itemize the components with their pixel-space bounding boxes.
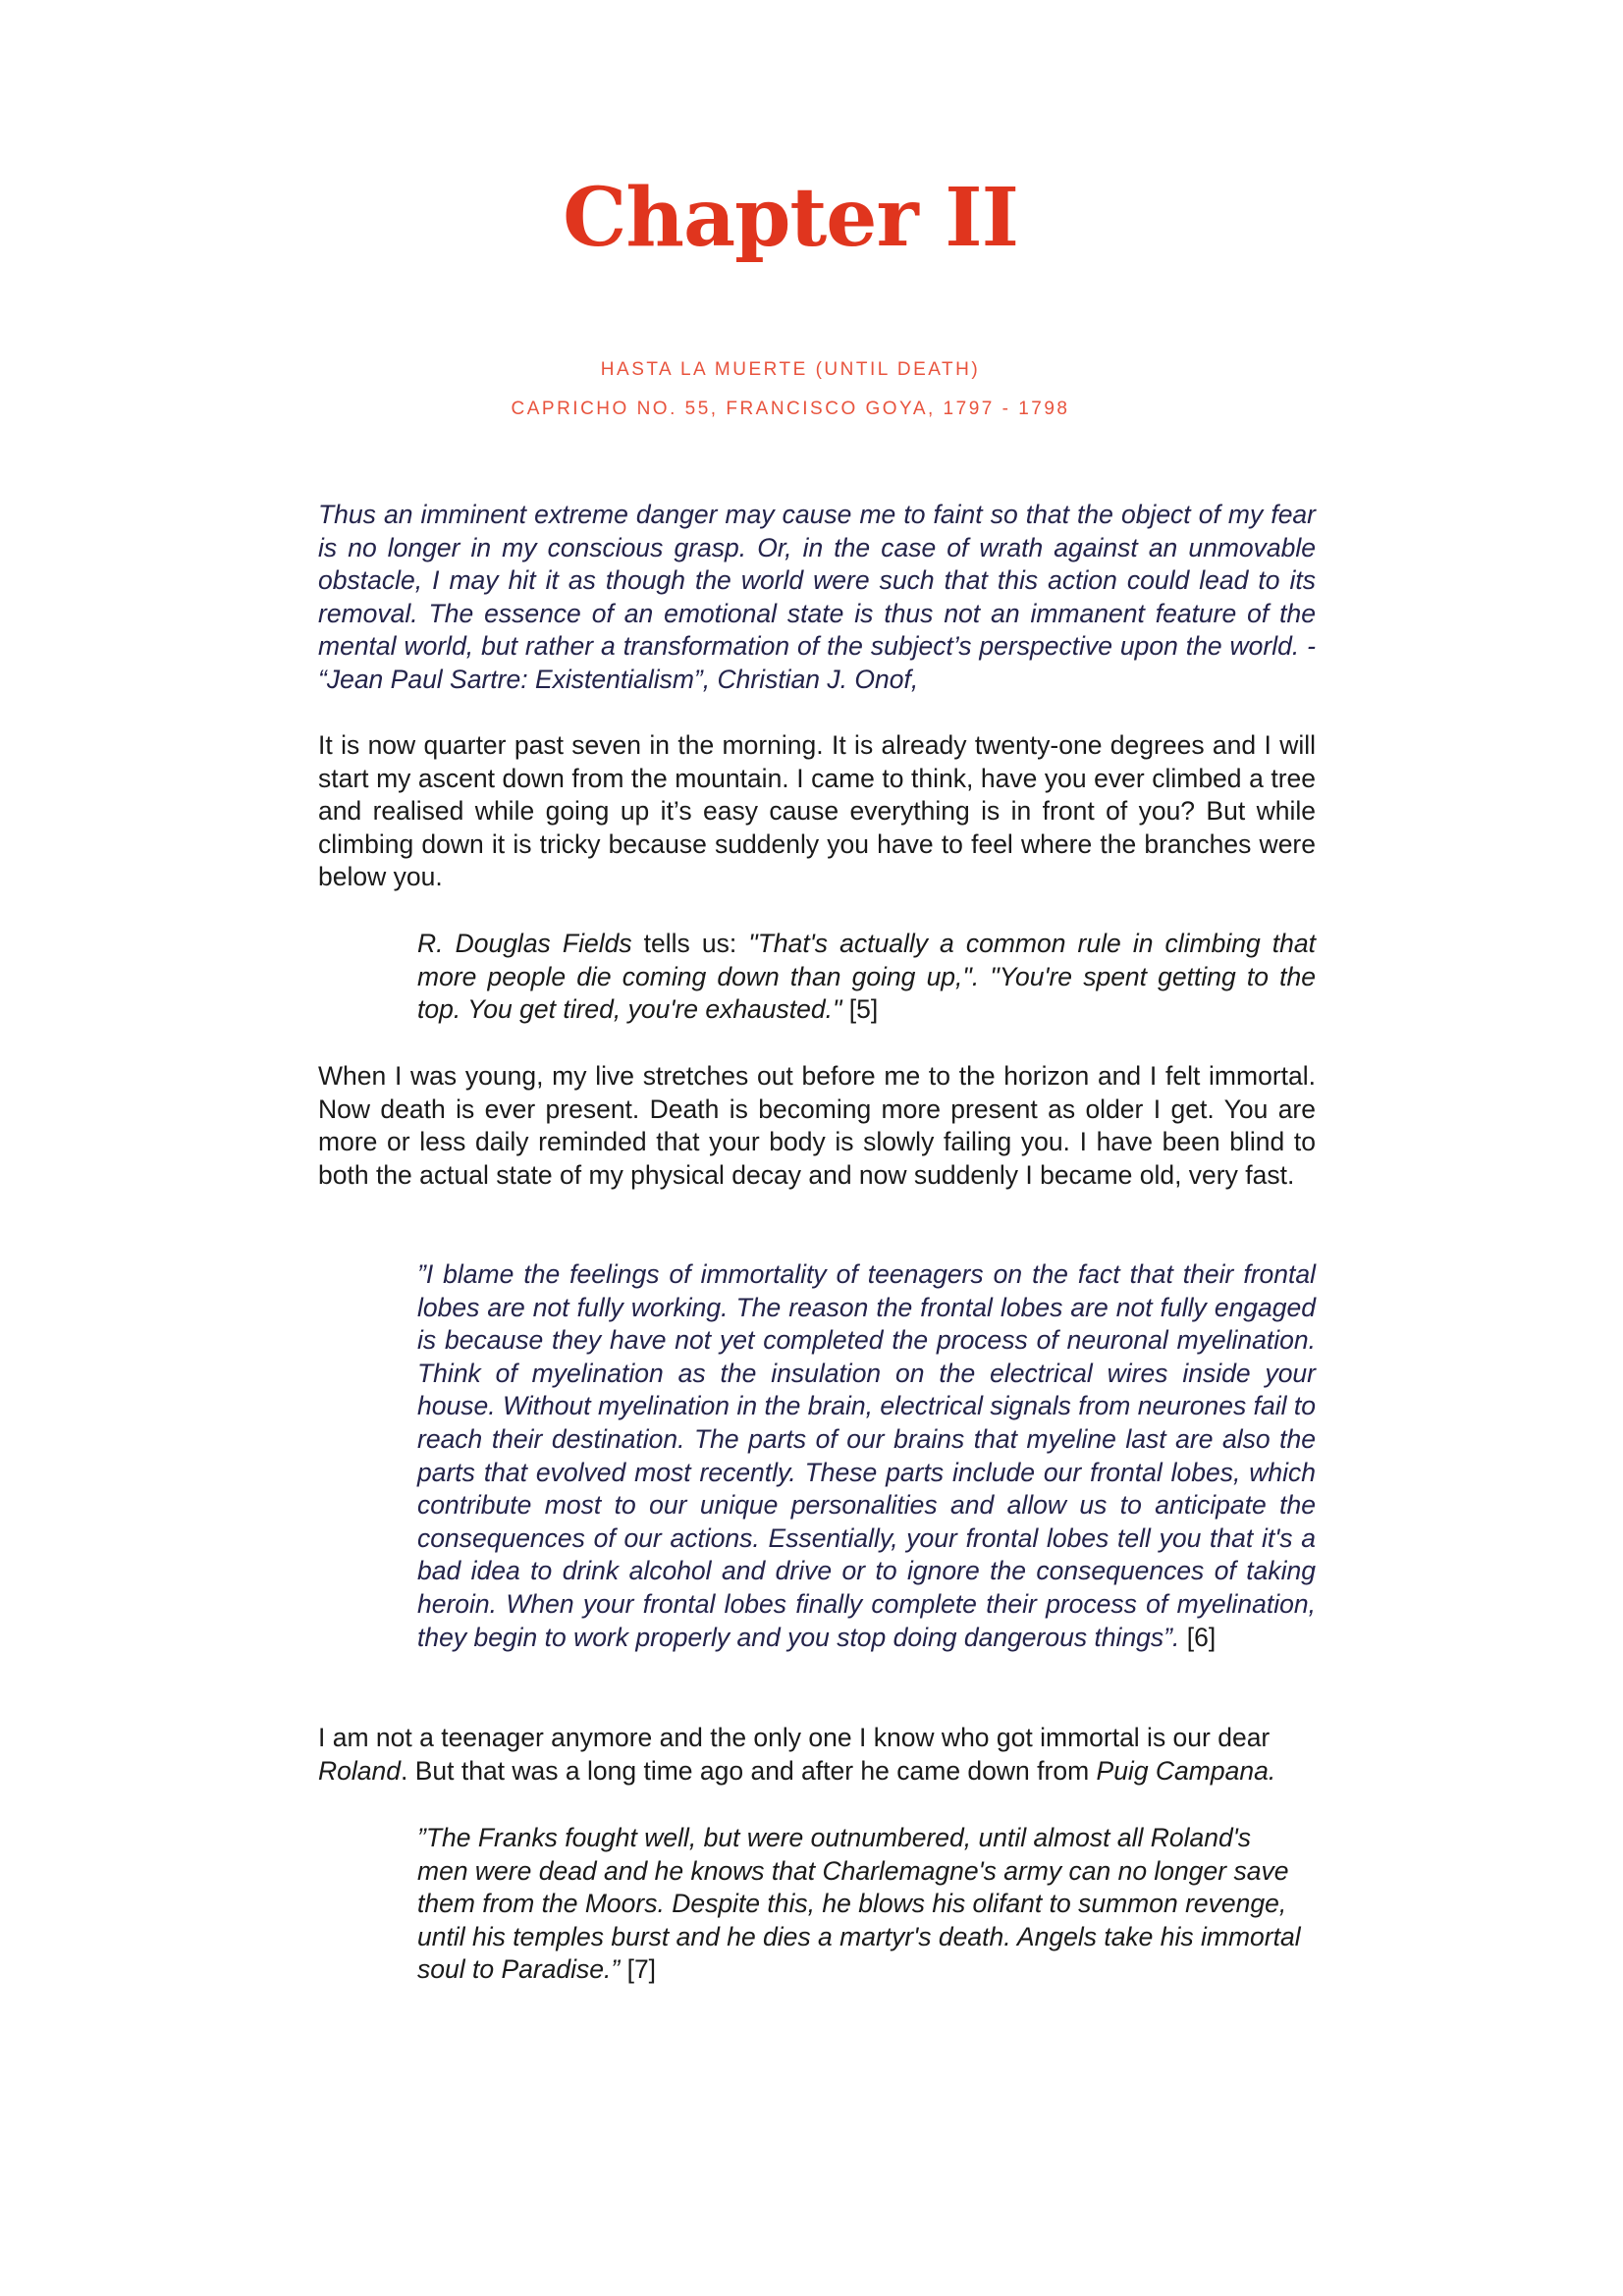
quote-author: R. Douglas Fields: [417, 929, 632, 958]
footnote-ref: [7]: [620, 1954, 657, 1985]
chapter-title: Chapter II: [563, 171, 1018, 265]
name-roland: Roland: [318, 1755, 401, 1786]
quote-lead: tells us:: [631, 929, 749, 958]
quote-roland: [417, 1822, 1301, 1987]
paragraph-youth: When I was young, my live stretches out before me to the horizon and I felt immortal. Now death is ever present. Death is becoming more present as older I get. You are more or less daily reminded that your body is slowly failing you. I have been blind to both the actual state of my physical decay and now suddenly I became old, very fast.: [318, 1061, 1316, 1190]
quote-frontal-lobes: [417, 1258, 1316, 1654]
quote-text: "That's actually a common rule in climbing that more people die coming down than going up,". "You're spent getting to the top. You get tired, you're exhausted.": [417, 929, 1316, 1025]
footnote-ref: [6]: [1179, 1622, 1217, 1652]
quote-text: ”I blame the feelings of immortality of teenagers on the fact that their frontal lobes are not fully working. The reason the frontal lobes are not fully engaged is because they have not yet completed the process of neuronal myelination. Think of myelination as the insulation on the electrical wires inside your house. Without myelination in the brain, electrical signals from neurones fail to reach their destination. The parts of our brains that myeline last are also the parts that evolved most recently. These parts include our frontal lobes, which contribute most to our unique personalities and allow us to anticipate the consequences of our actions. Essentially, your frontal lobes tell you that it's a bad idea to drink alcohol and drive or to ignore the consequences of taking heroin. When your frontal lobes finally complete their process of myelination, they begin to work properly and you stop doing dangerous things”.: [417, 1259, 1316, 1652]
artwork-caption: CAPRICHO NO. 55, FRANCISCO GOYA, 1797 - 1798: [511, 399, 1070, 419]
artwork-title: HASTA LA MUERTE (UNTIL DEATH): [600, 359, 981, 380]
quote-text: ”The Franks fought well, but were outnumbered, until almost all Roland's men were dead and he knows that Charlemagne's army can no longer save them from the Moors. Despite this, he blows his olifant to summon revenge, until his temples burst and he dies a martyr's death. Angels take his immortal soul to Paradise.”: [417, 1823, 1301, 1985]
paragraph-descent: It is now quarter past seven in the morning. It is already twenty-one degrees and I will start my ascent down from the mountain. I came to think, have you ever climbed a tree and realised while going up it’s easy cause everything is in front of you? But while climbing down it is tricky because suddenly you have to feel where the branches were below you.: [318, 730, 1316, 892]
paragraph-roland: [318, 1722, 1329, 1788]
paragraph-text: I am not a teenager anymore and the only one I know who got immortal is our dear: [318, 1723, 1271, 1752]
quote-fields: [417, 928, 1316, 1027]
name-puig-campana: Puig Campana.: [1096, 1755, 1276, 1786]
footnote-ref: [5]: [841, 994, 879, 1025]
epigraph-quote: Thus an imminent extreme danger may cause me to faint so that the object of my fear is no longer in my conscious grasp. Or, in the case of wrath against an unmovable obstacle, I may hit it as though the world were such that this action could lead to its removal. The essence of an emotional state is thus not an immanent feature of the mental world, but rather a transformation of the subject’s perspective upon the world. - “Jean Paul Sartre: Existentialism”, Christian J. Onof,: [318, 500, 1316, 694]
paragraph-text: . But that was a long time ago and after he came down from: [400, 1755, 1097, 1786]
